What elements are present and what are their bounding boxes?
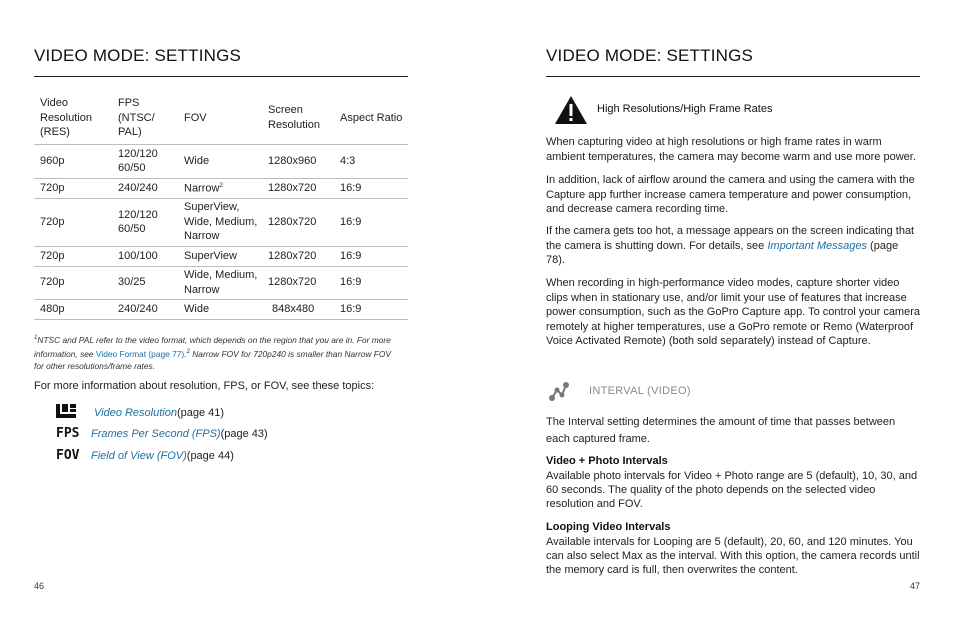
cell-screen: 1280x960: [262, 144, 334, 178]
video-photo-heading: Video + Photo Intervals: [546, 455, 668, 467]
cell-fov: Narrow$^2$: [178, 178, 262, 198]
resolution-icon: [56, 404, 91, 422]
fov-link[interactable]: Field of View (FOV): [91, 449, 187, 462]
cell-fps: 240/240: [112, 299, 178, 319]
left-page: [34, 0, 408, 618]
footnote-marker: 2: [219, 183, 223, 190]
table-header-row: [34, 94, 408, 144]
cell-res: 960p: [34, 144, 112, 178]
header-fps: FPS (NTSC/ PAL): [118, 97, 155, 138]
cell-res: 720p: [34, 198, 112, 246]
cell-fov: Wide: [178, 299, 262, 319]
cell-res: 720p: [34, 246, 112, 266]
video-resolution-link[interactable]: Video Resolution: [94, 407, 177, 419]
paragraph-hot: If the camera gets too hot, a message appears on the screen indicating that the camera is shutting down. For details, see Important Messages (page 78).: [546, 225, 915, 266]
cell-res: 480p: [34, 299, 112, 319]
header-fov: FOV: [184, 111, 207, 124]
important-messages-link[interactable]: Important Messages: [767, 239, 867, 252]
video-settings-table: [34, 94, 408, 320]
cell-res: 720p: [34, 266, 112, 299]
paragraph-airflow: In addition, lack of airflow around the camera and using the camera with the Capture app further increase camera temperature and power consumption, and decrease camera recording time.: [546, 174, 915, 215]
cell-aspect: 16:9: [334, 198, 408, 246]
cell-screen: 1280x720: [262, 246, 334, 266]
looping-heading: Looping Video Intervals: [546, 521, 671, 533]
page-number: 47: [909, 581, 920, 591]
more-info-text: For more information about resolution, FPS, or FOV, see these topics:: [34, 380, 375, 392]
warning-label: High Resolutions/High Frame Rates: [597, 103, 773, 115]
cell-aspect: 16:9: [334, 266, 408, 299]
fov-icon: FOV: [56, 448, 80, 463]
page-title: VIDEO MODE: SETTINGS: [546, 46, 754, 65]
table-footnote: $^1$NTSC and PAL refer to the video format, which depends on the region that you are in. For more information, see Video Format (page 77).$^2$ Narrow FOV for 720p240 is smaller than Narrow FOV for other resolutions/frame rates.: [34, 334, 391, 371]
header-aspect-ratio: Aspect Ratio: [340, 111, 403, 124]
interval-icon: [548, 381, 570, 403]
paragraph-performance: When recording in high-performance video modes, capture shorter video clips when in stationary use, and/or limit your use of features that increase power consumption, such as the GoPro Capture app. To control your camera remotely at higher temperatures, use a GoPro remote or Remo (Waterproof Voice Activated Remote) (both sold separately) instead of Capture.: [546, 277, 920, 347]
cell-fov: Wide: [178, 144, 262, 178]
fps-icon: FPS: [56, 426, 80, 441]
cell-aspect: 16:9: [334, 246, 408, 266]
table-row: [34, 246, 408, 266]
header-resolution: Video Resolution (RES): [40, 97, 92, 138]
table-row: [34, 266, 408, 299]
cell-fps: 100/100: [112, 246, 178, 266]
interval-heading: INTERVAL (VIDEO): [589, 385, 691, 397]
paragraph-interval: The Interval setting determines the amount of time that passes between each captured frame.: [546, 416, 896, 445]
fps-link[interactable]: Frames Per Second (FPS): [91, 427, 221, 440]
table-row: [34, 299, 408, 319]
right-page: [546, 0, 920, 618]
warning-icon: [554, 95, 588, 125]
cell-fov: SuperView, Wide, Medium, Narrow: [178, 198, 262, 246]
cell-fov: Wide, Medium, Narrow: [178, 266, 262, 299]
paragraph-warm: When capturing video at high resolutions or high frame rates in warm ambient temperatures, the camera may become warm and use more power.: [546, 136, 916, 163]
page-number: 46: [34, 581, 45, 591]
header-screen-resolution: Screen Resolution: [268, 104, 320, 131]
title-rule: [546, 76, 920, 77]
looping-text: Available intervals for Looping are 5 (default), 20, 60, and 120 minutes. You can also select Max as the interval. With this option, the camera records until the memory card is full, then overwrites the content.: [546, 536, 920, 576]
table-row: [34, 178, 408, 198]
cell-screen: 1280x720: [262, 266, 334, 299]
cell-aspect: 16:9: [334, 178, 408, 198]
cell-screen: 1280x720: [262, 178, 334, 198]
topic-fov: FOV Field of View (FOV) (page 44): [56, 448, 234, 463]
cell-fps: 120/120 60/50: [112, 198, 178, 246]
video-format-link[interactable]: Video Format (page 77): [95, 348, 185, 359]
cell-aspect: 4:3: [334, 144, 408, 178]
page-title: VIDEO MODE: SETTINGS: [34, 46, 242, 65]
topic-fps: FPS Frames Per Second (FPS) (page 43): [56, 426, 268, 441]
cell-screen: 1280x720: [262, 198, 334, 246]
video-photo-text: Available photo intervals for Video + Photo range are 5 (default), 10, 30, and 60 seconds. The quality of the photo depends on the selected video resolution and FOV.: [546, 470, 918, 510]
cell-aspect: 16:9: [334, 299, 408, 319]
cell-fps: 120/120 60/50: [112, 144, 178, 178]
cell-fov: SuperView: [178, 246, 262, 266]
cell-screen: 848x480: [262, 299, 334, 319]
table-row: [34, 198, 408, 246]
cell-fps: 240/240: [112, 178, 178, 198]
cell-fps: 30/25: [112, 266, 178, 299]
title-rule: [34, 76, 408, 77]
cell-res: 720p: [34, 178, 112, 198]
topic-video-resolution: Video Resolution (page 41): [56, 404, 224, 422]
table-row: [34, 144, 408, 178]
